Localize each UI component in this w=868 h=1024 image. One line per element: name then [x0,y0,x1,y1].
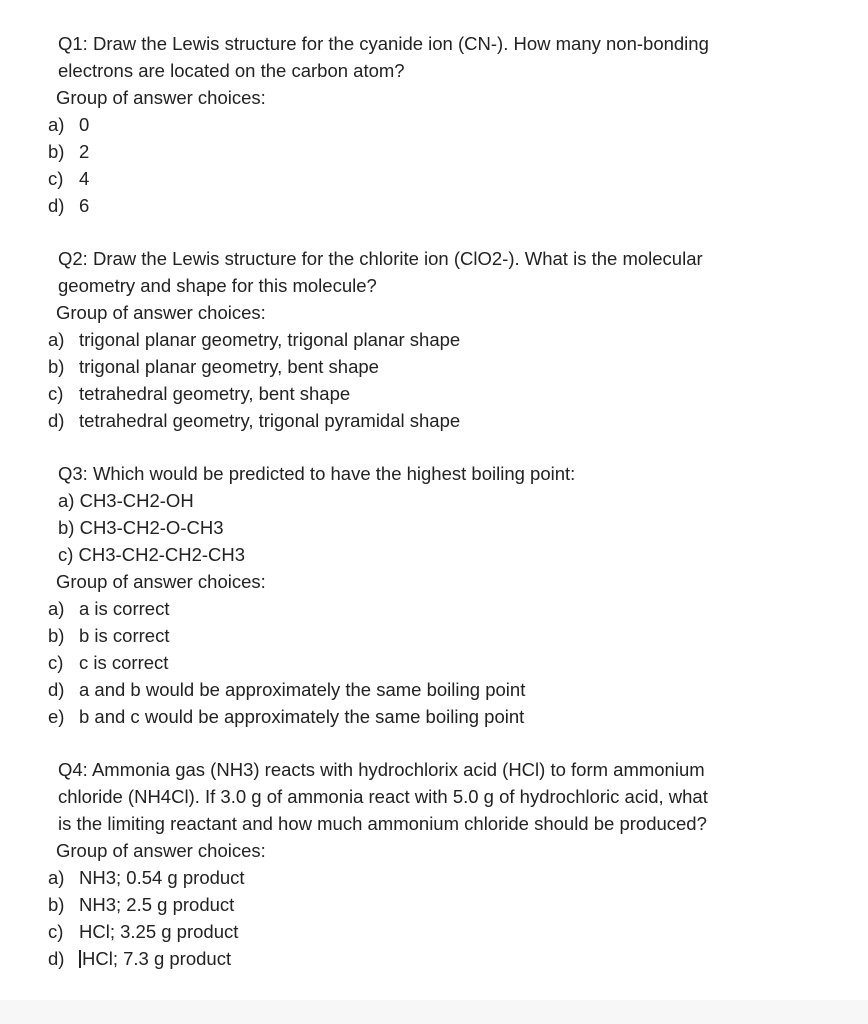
text-cursor [79,950,81,968]
choice-text: 4 [79,168,90,189]
choice-text: tetrahedral geometry, trigonal pyramidal shape [79,410,461,431]
answer-choice-d[interactable] [48,945,231,972]
answer-choice-a[interactable] [48,326,460,353]
answer-choice-b[interactable] [48,891,234,918]
question-text-line: Q1: Draw the Lewis structure for the cyanide ion (CN-). How many non-bonding [58,33,709,54]
compound-option: a) CH3-CH2-OH [58,490,194,511]
question-text-line: Q2: Draw the Lewis structure for the chlorite ion (ClO2-). What is the molecular [58,248,703,269]
choice-letter: a) [48,329,65,350]
choice-letter: c) [48,383,64,404]
choice-letter: d) [48,948,65,969]
choice-letter: e) [48,706,65,727]
choice-text: a and b would be approximately the same boiling point [79,679,526,700]
compound-option: c) CH3-CH2-CH2-CH3 [58,544,246,565]
answer-choice-b[interactable] [48,622,169,649]
choice-letter: b) [48,894,65,915]
question-text-line: chloride (NH4Cl). If 3.0 g of ammonia react with 5.0 g of hydrochloric acid, what [58,786,708,807]
compound-option: b) CH3-CH2-O-CH3 [58,517,224,538]
choice-text: NH3; 2.5 g product [79,894,235,915]
choice-letter: c) [48,168,64,189]
group-label: Group of answer choices: [56,840,266,861]
answer-choice-d[interactable] [48,192,89,219]
answer-choice-a[interactable] [48,864,245,891]
choice-text: a is correct [79,598,170,619]
choice-text: tetrahedral geometry, bent shape [79,383,351,404]
choice-letter: a) [48,867,65,888]
answer-choice-a[interactable] [48,111,89,138]
choice-text: b is correct [79,625,170,646]
choice-text: NH3; 0.54 g product [79,867,245,888]
answer-choice-c[interactable] [48,649,168,676]
question-text-line: geometry and shape for this molecule? [58,275,377,296]
question-text-line: Q3: Which would be predicted to have the highest boiling point: [58,463,576,484]
question-text-line: is the limiting reactant and how much ammonium chloride should be produced? [58,813,707,834]
answer-choice-b[interactable] [48,353,379,380]
answer-choice-c[interactable] [48,918,238,945]
choice-letter: d) [48,679,65,700]
page-bottom-edge [0,1000,868,1024]
choice-letter: c) [48,921,64,942]
answer-choice-b[interactable] [48,138,89,165]
choice-text: HCl; 7.3 g product [82,948,232,969]
choice-letter: a) [48,598,65,619]
answer-choice-c[interactable] [48,380,350,407]
choice-text: trigonal planar geometry, trigonal planar shape [79,329,461,350]
choice-text: HCl; 3.25 g product [79,921,239,942]
choice-letter: c) [48,652,64,673]
group-label: Group of answer choices: [56,87,266,108]
answer-choice-a[interactable] [48,595,169,622]
choice-text: trigonal planar geometry, bent shape [79,356,379,377]
choice-letter: a) [48,114,65,135]
choice-letter: d) [48,410,65,431]
question-text-line: Q4: Ammonia gas (NH3) reacts with hydrochlorix acid (HCl) to form ammonium [58,759,705,780]
group-label: Group of answer choices: [56,302,266,323]
answer-choice-d[interactable] [48,676,525,703]
choice-letter: b) [48,141,65,162]
group-label: Group of answer choices: [56,571,266,592]
choice-letter: b) [48,356,65,377]
answer-choice-d[interactable] [48,407,460,434]
choice-letter: b) [48,625,65,646]
choice-text: c is correct [79,652,169,673]
choice-text: b and c would be approximately the same boiling point [79,706,525,727]
choice-text: 0 [79,114,90,135]
question-text-line: electrons are located on the carbon atom? [58,60,405,81]
answer-choice-c[interactable] [48,165,89,192]
choice-text: 2 [79,141,90,162]
choice-letter: d) [48,195,65,216]
answer-choice-e[interactable] [48,703,524,730]
choice-text: 6 [79,195,90,216]
